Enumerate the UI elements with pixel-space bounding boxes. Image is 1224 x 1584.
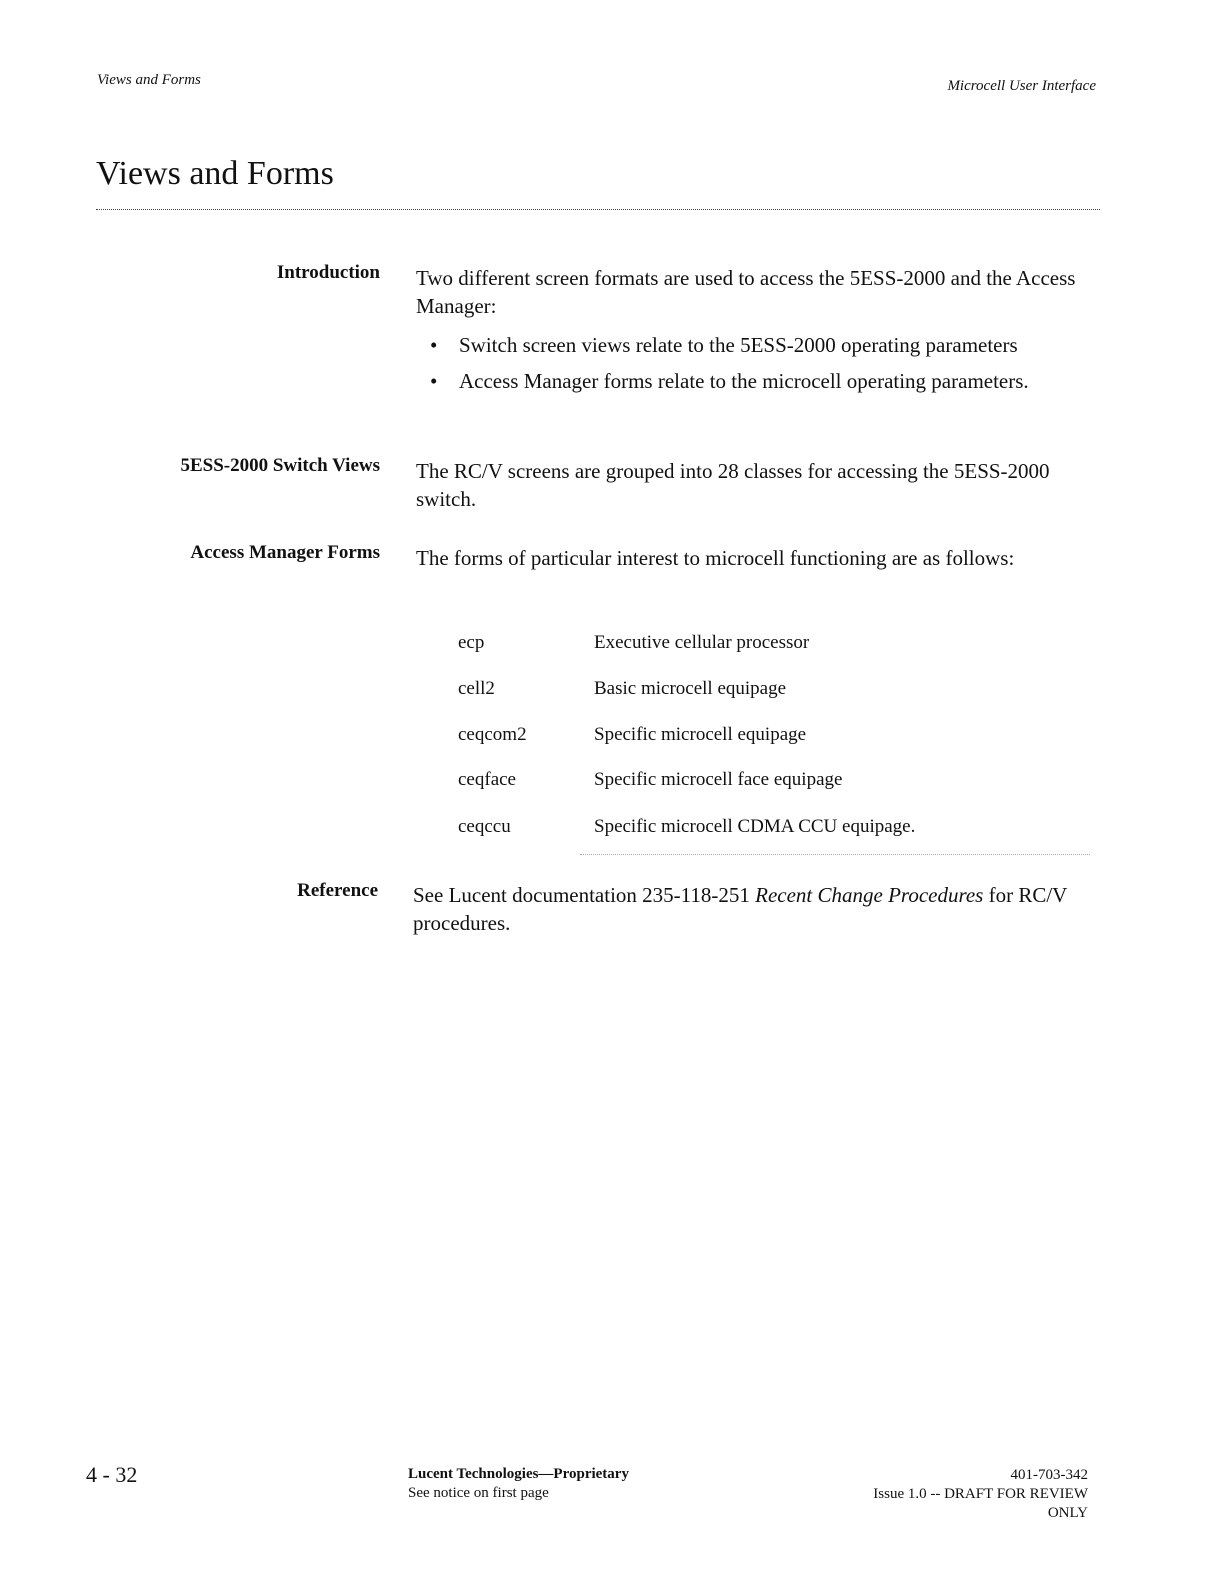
introduction-text: Two different screen formats are used to access the 5ESS-2000 and the Access Manager: — [416, 266, 1076, 318]
section-label-switch-views: 5ESS-2000 Switch Views — [180, 455, 380, 476]
bullet-icon: • — [430, 333, 438, 357]
form-description: Specific microcell face equipage — [594, 769, 843, 790]
footer-notice: See notice on first page — [408, 1485, 549, 1501]
reference-text-tail: for RC/V procedures. — [413, 883, 1067, 935]
bullet-text: Access Manager forms relate to the microcell operating parameters. — [459, 369, 1029, 393]
introduction-bullet-list — [430, 331, 1100, 395]
reference-text-lead: See Lucent documentation 235-118-251 — [413, 883, 756, 907]
footer-document-info — [873, 1466, 1088, 1523]
form-description: Executive cellular processor — [594, 632, 810, 653]
form-name: ceqcom2 — [458, 724, 527, 745]
running-head-left: Views and Forms — [97, 72, 201, 88]
table-bottom-divider — [580, 854, 1090, 855]
form-description: Specific microcell CDMA CCU equipage. — [594, 816, 916, 837]
footer-doc-number: 401-703-342 — [1010, 1467, 1088, 1483]
form-name: ecp — [458, 632, 485, 653]
bullet-text: Switch screen views relate to the 5ESS-2000 operating parameters — [459, 333, 1018, 357]
form-name: ceqccu — [458, 816, 511, 837]
running-head-right: Microcell User Interface — [947, 78, 1096, 94]
list-item — [430, 331, 1100, 359]
reference-book-title: Recent Change Procedures — [755, 883, 984, 907]
bullet-icon: • — [430, 369, 438, 393]
section-label-access-manager-forms: Access Manager Forms — [190, 542, 380, 563]
reference-text — [413, 881, 1099, 937]
section-label-reference: Reference — [297, 880, 378, 901]
footer-issue-line-1: Issue 1.0 -- DRAFT FOR REVIEW — [873, 1486, 1088, 1502]
title-divider — [96, 209, 1100, 210]
footer-proprietary — [408, 1465, 629, 1503]
form-description: Basic microcell equipage — [594, 678, 787, 699]
page-title: Views and Forms — [96, 155, 334, 192]
access-manager-forms-text: The forms of particular interest to microcell functioning are as follows: — [416, 546, 1015, 570]
footer-company: Lucent Technologies—Proprietary — [408, 1466, 629, 1482]
form-description: Specific microcell equipage — [594, 724, 807, 745]
section-label-introduction: Introduction — [276, 262, 380, 283]
page-number: 4 - 32 — [86, 1462, 138, 1487]
list-item — [430, 367, 1100, 395]
form-name: cell2 — [458, 678, 495, 699]
form-name: ceqface — [458, 769, 516, 790]
footer-issue-line-2: ONLY — [1047, 1505, 1088, 1521]
switch-views-text: The RC/V screens are grouped into 28 classes for accessing the 5ESS-2000 switch. — [416, 459, 1050, 511]
